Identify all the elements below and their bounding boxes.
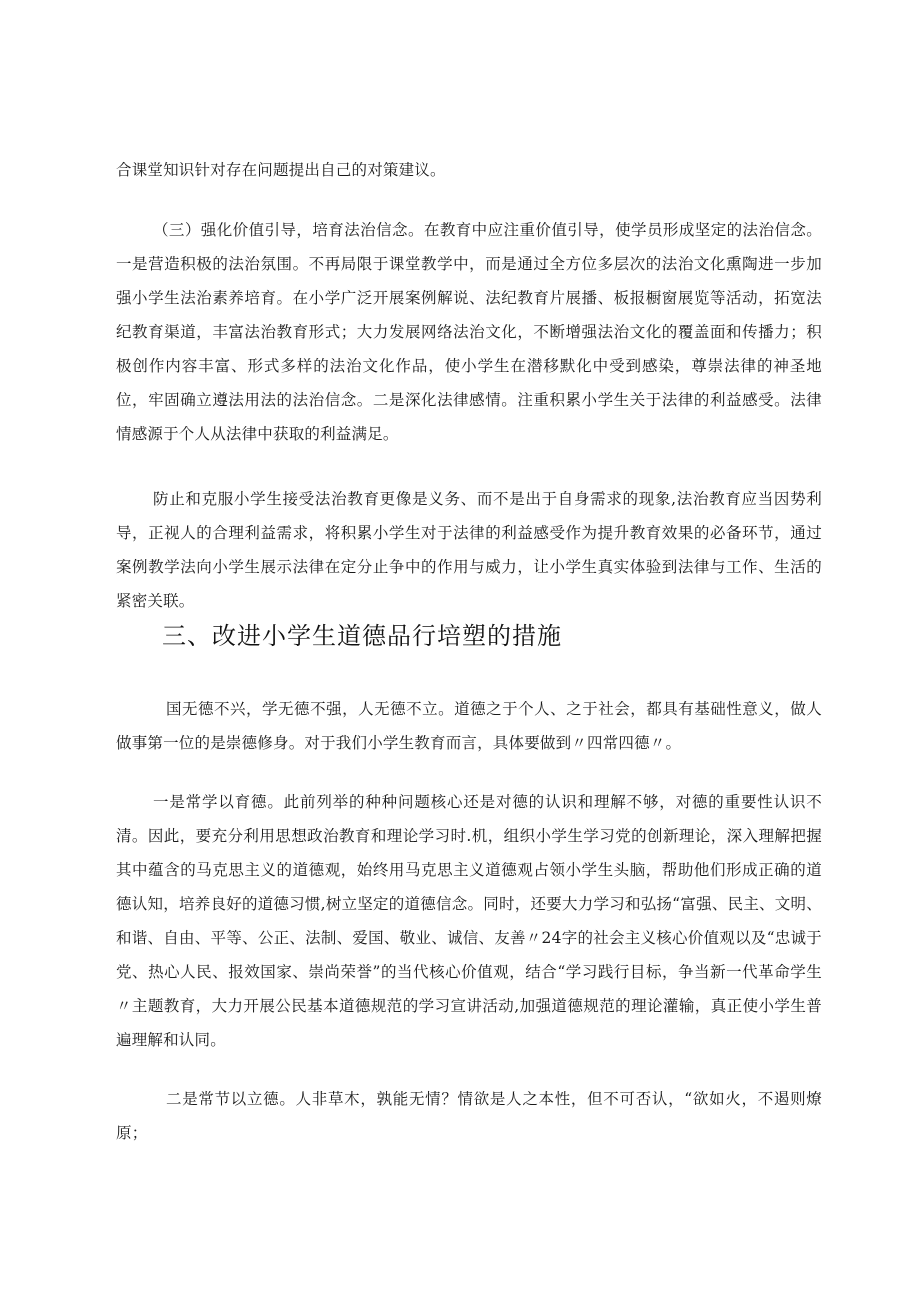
paragraph-morality-intro: 国无德不兴，学无德不强，人无德不立。道德之于个人、之于社会，都具有基础性意义，做人做事第一位的是崇德修身。对于我们小学生教育而言，具体要做到〃四常四德〃。 — [116, 700, 822, 752]
paragraph-learning-morality: 一是常学以育德。此前列举的种种问题核心还是对德的认识和理解不够，对德的重要性认识不清。因此，要充分利用思想政治教育和理论学习时.机，组织小学生学习党的创新理论，深入理解把握其中蕴含的马克思主义的道德观，始终用马克思主义道德观占领小学生头脑，帮助他们形成正确的道德认知，培养良好的道德习惯,树立坚定的道德信念。同时，还要大力学习和弘扬“富强、民主、文明、和谐、自由、平等、公正、法制、爱国、敬业、诚信、友善〃24字的社会主义核心价值观以及“忠诚于党、热心人民、报效国家、崇尚荣誉”的当代核心价值观，结合“学习践行目标，争当新一代革命学生〃主题教育，大力开展公民基本道德规范的学习宣讲活动,加强道德规范的理论灌输，真正使小学生普遍理解和认同。 — [116, 793, 822, 1049]
paragraph-continued: 合课堂知识针对存在问题提出自己的对策建议。 — [116, 161, 446, 179]
paragraph-value-guidance: （三）强化价值引导，培育法治信念。在教育中应注重价值引导，使学员形成坚定的法治信念。一是营造积极的法治氛围。不再局限于课堂教学中，而是通过全方位多层次的法治文化熏陶进一步加强小学生法治素养培育。在小学广泛开展案例解说、法纪教育片展播、板报橱窗展览等活动，拓宽法纪教育渠道，丰富法治教育形式；大力发展网络法治文化，不断增强法治文化的覆盖面和传播力；积极创作内容丰富、形式多样的法治文化作品，使小学生在潜移默化中受到感染，尊崇法律的神圣地位，牢固确立遵法用法的法治信念。二是深化法律感情。注重积累小学生关于法律的利益感受。法律情感源于个人从法律中获取的利益满足。 — [116, 221, 822, 443]
paragraph-restraint-morality: 二是常节以立德。人非草木，孰能无情？情欲是人之本性，但不可否认，“欲如火，不遏则燎原； — [116, 1090, 822, 1142]
paragraph-legal-interest: 防止和克服小学生接受法治教育更像是义务、而不是出于自身需求的现象,法治教育应当因势利导，正视人的合理利益需求，将积累小学生对于法律的利益感受作为提升教育效果的必备环节，通过案例教学法向小学生展示法律在定分止争中的作用与威力，让小学生真实体验到法律与工作、生活的紧密关联。 — [116, 490, 822, 610]
section-heading: 三、改进小学生道德品行培塑的措施 — [162, 622, 562, 650]
